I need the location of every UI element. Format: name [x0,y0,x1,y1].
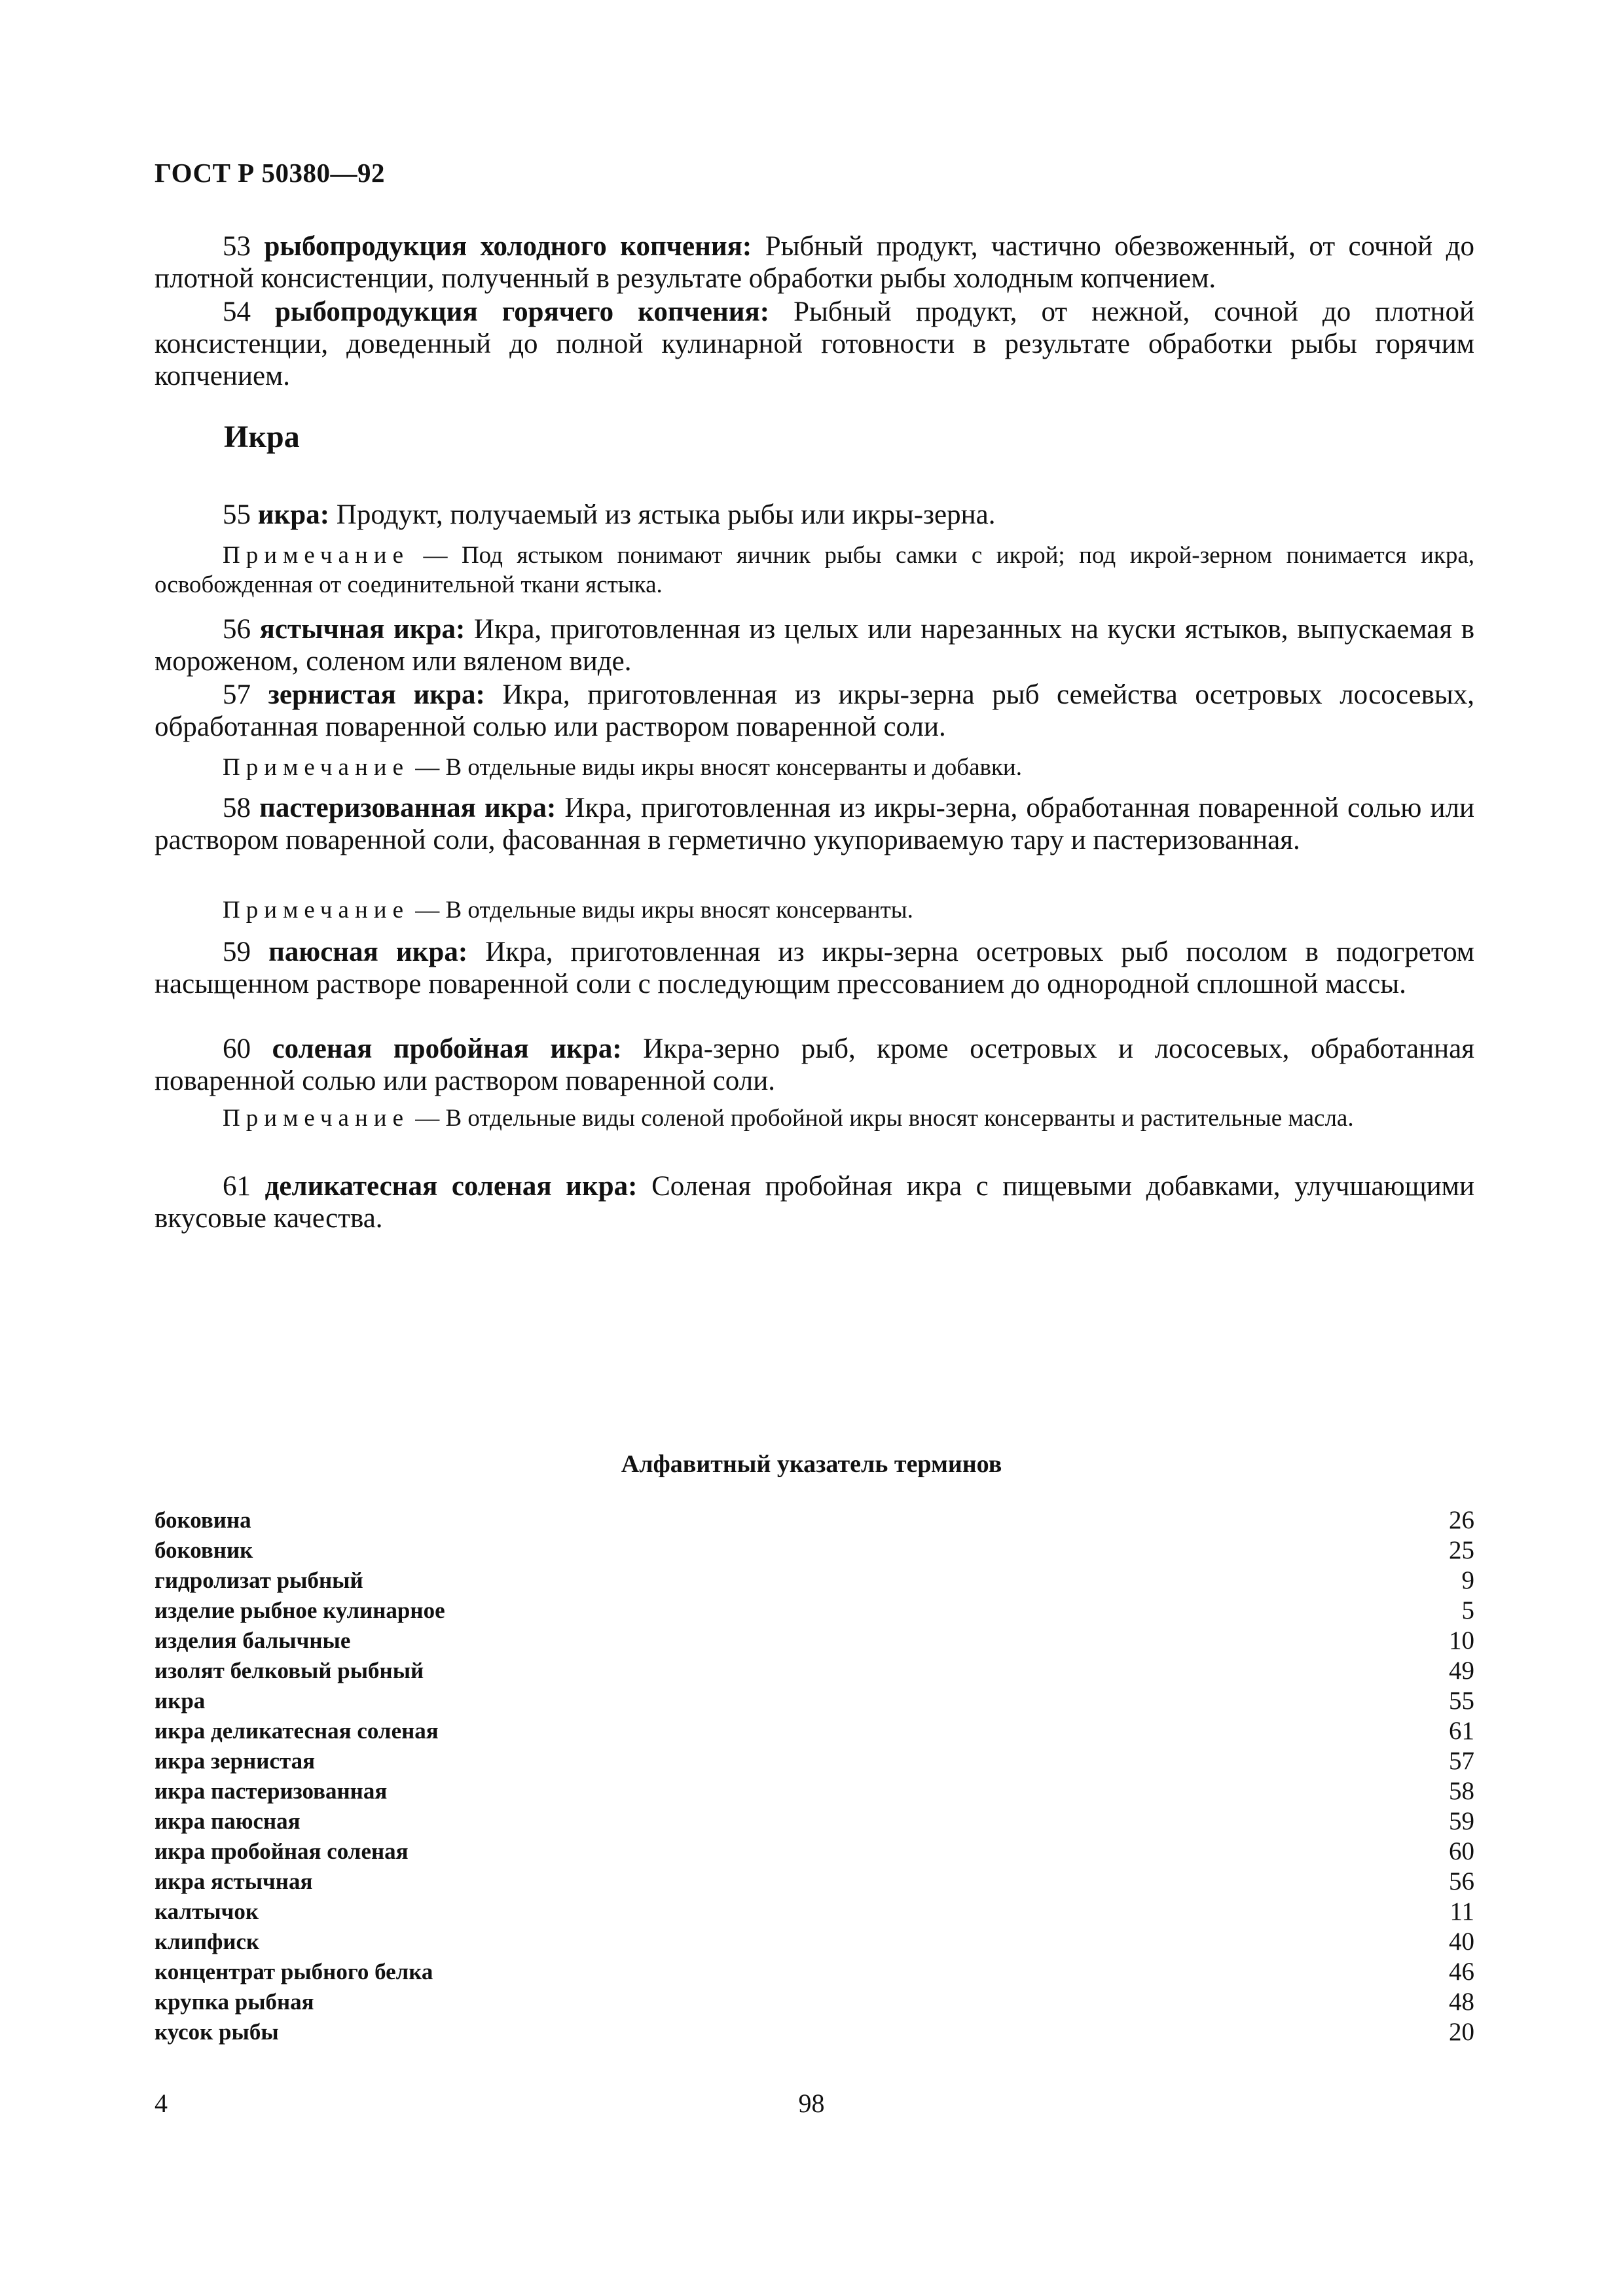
index-number: 57 [1449,1747,1474,1775]
index-number: 26 [1449,1506,1474,1534]
entry-definition: Икра, приготовленная из икры-зерна осетровых рыб посолом в подогретом насыщенном растворе поваренной соли с последующим прессованием до однородной сплошной массы. [155,937,1474,999]
entry-definition: Соленая пробойная икра с пищевыми добавками, улучшающими вкусовые качества. [155,1171,1475,1234]
note-dash: — [409,542,462,569]
index-row [155,1535,1474,1566]
index-number: 25 [1449,1536,1474,1564]
index-row [155,1596,1474,1626]
index-row [155,1626,1474,1656]
entry-definition: Икра, приготовленная из икры-зерна, обработанная поваренной солью или раствором поваренной соли, фасованная в герметично укупориваемую тару и пастеризованная. [155,793,1475,855]
index-number: 5 [1461,1596,1474,1624]
note-4 [155,1103,1474,1133]
index-term: икра пастеризованная [155,1778,388,1804]
index-number: 58 [1449,1777,1474,1805]
entry-number: 55 [223,499,251,530]
term-entry-53 [155,230,1474,295]
note-label: Примечание [223,754,409,781]
index-row [155,1927,1474,1957]
index-row [155,1897,1474,1927]
index-number: 59 [1449,1807,1474,1835]
term-entry-58 [155,792,1474,856]
index-number: 49 [1449,1657,1474,1685]
entry-definition: Продукт, получаемый из ястыка рыбы или икры-зерна. [336,499,996,530]
index-term: икра зернистая [155,1748,316,1774]
term-entry-55 [155,499,1474,531]
index-term: изделие рыбное кулинарное [155,1598,445,1623]
entry-term: соленая пробойная икра: [272,1033,622,1064]
index-term: икра паюсная [155,1808,301,1834]
term-entry-56 [155,613,1474,677]
note-dash: — [409,1105,446,1132]
index-row [155,1566,1474,1596]
entry-term: икра: [257,499,330,530]
entry-number: 56 [223,614,251,645]
index-number: 40 [1449,1928,1474,1956]
index-number: 9 [1461,1566,1474,1594]
index-row [155,1957,1474,1987]
term-entry-60 [155,1033,1474,1097]
index-number: 61 [1449,1717,1474,1745]
index-term: концентрат рыбного белка [155,1959,433,1984]
index-number: 20 [1449,2018,1474,2046]
entry-definition: Икра, приготовленная из целых или нарезанных на куски ястыков, выпускаемая в мороженом, соленом или вяленом виде. [155,614,1475,677]
note-3 [155,895,1474,925]
index-row [155,1716,1474,1746]
entry-term: рыбопродукция горячего копчения: [275,296,770,327]
index-term: изолят белковый рыбный [155,1658,424,1683]
index-term: кусок рыбы [155,2019,279,2045]
entry-term: паюсная икра: [268,937,468,967]
index-row [155,1505,1474,1535]
entry-number: 61 [223,1171,251,1202]
term-entry-61 [155,1170,1474,1234]
index-term: икра [155,1688,206,1713]
document-code: ГОСТ Р 50380—92 [155,158,385,188]
entry-term: пастеризованная икра: [259,793,556,823]
index-term: икра ястычная [155,1869,313,1894]
entry-number: 59 [223,937,251,967]
entry-term: рыбопродукция холодного копчения: [264,231,752,262]
index-number: 60 [1449,1837,1474,1865]
index-term: калтычок [155,1899,259,1924]
note-text: В отдельные виды икры вносят консерванты и добавки. [445,754,1022,781]
index-number: 11 [1450,1897,1474,1926]
index-list [155,1505,1474,2047]
note-2 [155,753,1474,782]
index-term: икра деликатесная соленая [155,1718,439,1744]
term-entry-54 [155,296,1474,392]
index-row [155,1837,1474,1867]
index-term: гидролизат рыбный [155,1568,363,1593]
entry-number: 53 [223,231,251,262]
entry-term: ястычная икра: [259,614,465,645]
index-number: 46 [1449,1958,1474,1986]
note-text: Под ястыком понимают яичник рыбы самки с икрой; под икрой-зерном понимается икра, освобожденная от соединительной ткани ястыка. [155,542,1474,598]
index-term: крупка рыбная [155,1989,314,2015]
index-row [155,1656,1474,1686]
entry-number: 60 [223,1033,251,1064]
index-row [155,1686,1474,1716]
entry-definition: Икра, приготовленная из икры-зерна рыб семейства осетровых лососевых, обработанная поваренной солью или раствором поваренной соли. [155,679,1475,742]
note-dash: — [409,754,446,781]
index-row [155,1746,1474,1776]
index-row [155,1987,1474,2017]
entry-definition: Рыбный продукт, частично обезвоженный, от сочной до плотной консистенции, полученный в результате обработки рыбы холодным копчением. [155,231,1475,294]
entry-number: 58 [223,793,251,823]
note-1 [155,541,1474,600]
note-label: Примечание [223,542,409,569]
index-term: боковник [155,1537,253,1563]
entry-definition: Рыбный продукт, от нежной, сочной до плотной консистенции, доведенный до полной кулинарной готовности в результате обработки рыбы горячим копчением. [155,296,1474,391]
entry-term: зернистая икра: [268,679,485,710]
index-row [155,1776,1474,1806]
index-row [155,1806,1474,1837]
note-text: В отдельные виды соленой пробойной икры вносят консерванты и растительные масла. [445,1105,1354,1132]
note-label: Примечание [223,897,409,924]
entry-term: деликатесная соленая икра: [264,1171,638,1202]
note-label: Примечание [223,1105,409,1132]
index-term: икра пробойная соленая [155,1839,409,1864]
page-number-left: 4 [155,2089,168,2118]
term-entry-57 [155,679,1474,743]
index-title: Алфавитный указатель терминов [621,1450,1002,1478]
note-dash: — [409,897,446,924]
index-row [155,2017,1474,2047]
page-number-center: 98 [798,2089,825,2118]
term-entry-59 [155,936,1474,1000]
note-text: В отдельные виды икры вносят консерванты. [445,897,913,924]
index-number: 56 [1449,1867,1474,1895]
index-number: 10 [1449,1626,1474,1655]
index-term: клипфиск [155,1929,260,1954]
section-title: Икра [224,420,300,454]
entry-definition: Икра-зерно рыб, кроме осетровых и лососевых, обработанная поваренной солью или раствором поваренной соли. [155,1033,1475,1096]
entry-number: 54 [223,296,251,327]
index-row [155,1867,1474,1897]
index-number: 55 [1449,1687,1474,1715]
entry-number: 57 [223,679,251,710]
index-term: боковина [155,1507,251,1533]
index-number: 48 [1449,1988,1474,2016]
index-term: изделия балычные [155,1628,351,1653]
